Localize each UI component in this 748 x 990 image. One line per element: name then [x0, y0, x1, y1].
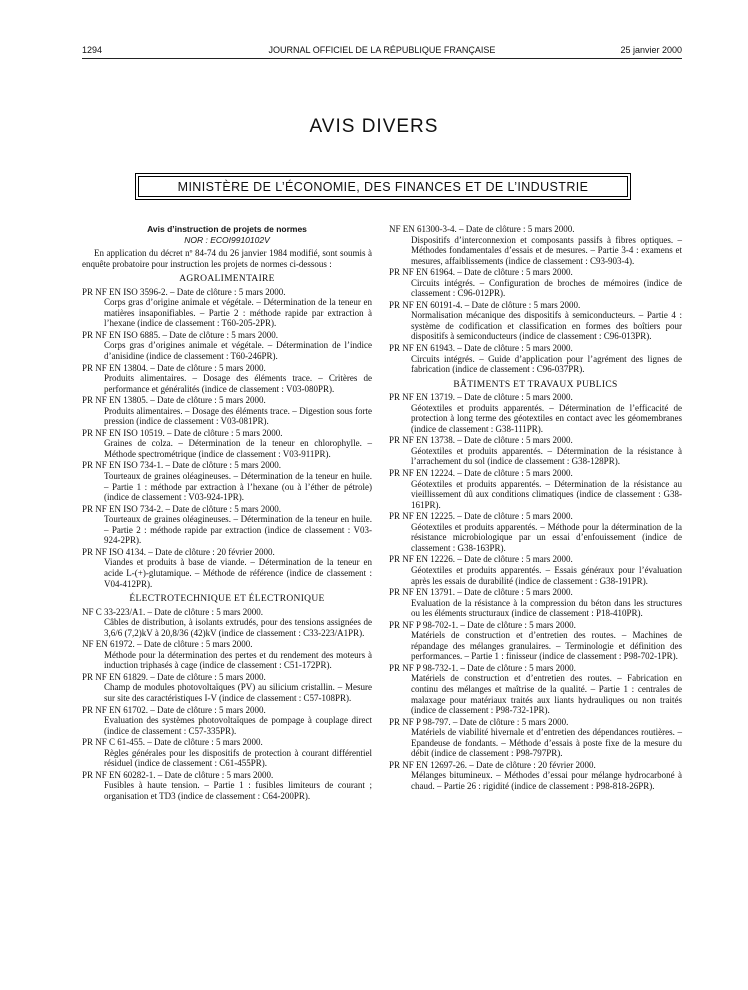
norm-reference: PR NF EN 12226. – Date de clôture : 5 mars 2000. — [389, 554, 573, 565]
norm-entry — [389, 554, 682, 586]
norm-description: Evaluation des systèmes photovoltaïques de pompage à couplage direct (indice de classement : C57-335PR). — [104, 715, 372, 736]
norm-entry — [389, 343, 682, 375]
norm-reference: PR NF P 98-732-1. – Date de clôture : 5 mars 2000. — [389, 662, 576, 673]
norm-entry — [82, 395, 372, 427]
page-number: 1294 — [82, 45, 103, 55]
norm-description: Produits alimentaires. – Dosage des éléments trace. – Critères de performance et généralités (indice de classement : V03-080PR). — [104, 373, 372, 394]
norm-reference: PR NF EN 12225. – Date de clôture : 5 mars 2000. — [389, 511, 573, 522]
norm-reference: PR NF P 98-702-1. – Date de clôture : 5 mars 2000. — [389, 619, 576, 630]
norm-reference: PR NF C 61-455. – Date de clôture : 5 mars 2000. — [82, 737, 263, 748]
norm-reference: PR NF EN ISO 6885. – Date de clôture : 5 mars 2000. — [82, 329, 278, 340]
avis-title: Avis d’instruction de projets de normes — [147, 224, 307, 234]
norm-reference: PR NF EN ISO 734-2. – Date de clôture : 5 mars 2000. — [82, 503, 281, 514]
section-heading: AGROALIMENTAIRE — [179, 274, 275, 285]
norm-description: Matériels de construction et d’entretien des routes. – Machines de répandage des mélanges granulaires. – Terminologie et définition des performances. – Partie 1 : finisseur (indice de classement : P98-702-1PR). — [411, 630, 682, 662]
norm-entry — [82, 547, 372, 589]
norm-description: Câbles de distribution, à isolants extrudés, pour des tensions assignées de 3,6/6 (7,2)kV à 20,8/36 (42)kV (indice de classement : C33-223/A1PR). — [104, 617, 372, 638]
section-heading: BÂTIMENTS ET TRAVAUX PUBLICS — [453, 379, 618, 390]
norm-description: Tourteaux de graines oléagineuses. – Détermination de la teneur en huile. – Partie 2 : méthode rapide par extraction (indice de classement : V03-924-2PR). — [104, 514, 372, 546]
norm-entry — [82, 504, 372, 546]
norm-entry — [82, 287, 372, 329]
norm-reference: NF EN 61300-3-4. – Date de clôture : 5 mars 2000. — [389, 224, 575, 234]
norm-entry — [389, 620, 682, 662]
norm-reference: PR NF EN 12697-26. – Date de clôture : 20 février 2000. — [389, 759, 596, 770]
norm-entry — [82, 363, 372, 395]
norm-reference: PR NF EN 60282-1. – Date de clôture : 5 mars 2000. — [82, 769, 274, 780]
norm-reference: PR NF EN 61943. – Date de clôture : 5 mars 2000. — [389, 343, 573, 354]
norm-entry — [389, 267, 682, 299]
norm-reference: NF EN 61972. – Date de clôture : 5 mars 2000. — [82, 639, 253, 650]
norm-entry — [389, 224, 682, 266]
norm-entry — [82, 330, 372, 362]
norm-description: Evaluation de la résistance à la compression du béton dans les structures ou les éléments structuraux (indice de classement : P18-410PR). — [411, 597, 682, 619]
norm-entry — [389, 511, 682, 553]
norm-description: Dispositifs d’interconnexion et composants passifs à fibres optiques. – Méthodes fondamentales d’essais et de mesures. – Partie 3-4 : examens et mesures, affaiblissements (indice de classement : C93-903-4). — [411, 234, 682, 266]
norm-description: Géotextiles et produits apparentés. – Détermination de la résistance au vieillissement dû aux conditions climatiques (indice de classement : G38-161PR). — [411, 478, 682, 510]
norm-description: Corps gras d’origines animale et végétale. – Détermination de l’indice d’anisidine (indice de classement : T60-246PR). — [104, 340, 372, 362]
norm-description: Normalisation mécanique des dispositifs à semiconducteurs. – Partie 4 : système de codification et classification en formes des boîtiers pour dispositifs à semiconducteurs (indice de classement : C96-013PR). — [411, 310, 682, 342]
norm-reference: PR NF EN 12224. – Date de clôture : 5 mars 2000. — [389, 468, 573, 479]
norm-entry — [389, 760, 682, 792]
norm-description: Matériels de construction et d’entretien des routes. – Fabrication en continu des mélanges et maîtrise de la qualité. – Partie 1 : centrales de malaxage pour matériaux traités aux liants hydrauliques ou non traités (indice de classement : P98-732-1PR). — [411, 673, 682, 716]
norm-reference: PR NF EN 13804. – Date de clôture : 5 mars 2000. — [82, 362, 266, 373]
norm-reference: PR NF EN 13791. – Date de clôture : 5 mars 2000. — [389, 587, 573, 598]
norm-entry — [82, 460, 372, 502]
section-title: AVIS DIVERS — [309, 116, 439, 137]
norm-entry — [82, 639, 372, 671]
norm-reference: NF C 33-223/A1. – Date de clôture : 5 mars 2000. — [82, 606, 263, 617]
norm-reference: PR NF EN ISO 734-1. – Date de clôture : 5 mars 2000. — [82, 460, 281, 471]
nor-reference: NOR : ECOI9910102V — [184, 234, 270, 245]
norm-entry — [389, 587, 682, 619]
section-heading: ÉLECTROTECHNIQUE ET ÉLECTRONIQUE — [129, 594, 325, 605]
ministry-name: MINISTÈRE DE L’ÉCONOMIE, DES FINANCES ET DE L’INDUSTRIE — [138, 176, 628, 197]
left-sections — [82, 274, 372, 801]
norm-description: Géotextiles et produits apparentés. – Essais généraux pour l’évaluation après les essais de durabilité (indice de classement : G38-191PR). — [411, 564, 682, 586]
norm-entry — [389, 435, 682, 467]
norm-entry — [82, 770, 372, 802]
norm-description: Géotextiles et produits apparentés. – Méthode pour la détermination de la résistance microbiologique par un essai d’enfouissement (indice de classement : G38-163PR). — [411, 521, 682, 553]
norm-description: Géotextiles et produits apparentés. – Détermination de l’efficacité de protection à long terme des géotextiles en contact avec les géomembranes (indice de classement : G38-111PR). — [411, 402, 682, 434]
norm-description: Circuits intégrés. – Guide d’application pour l’agrément des lignes de fabrication (indice de classement : C96-037PR). — [411, 353, 682, 375]
norm-entry — [82, 428, 372, 460]
norm-reference: PR NF EN 61964. – Date de clôture : 5 mars 2000. — [389, 267, 573, 278]
norm-description: Viandes et produits à base de viande. – Détermination de la teneur en acide L-(+)-glutamique. – Méthode de référence (indice de classement : V04-412PR). — [104, 557, 372, 589]
norm-entry — [389, 663, 682, 716]
norm-reference: PR NF EN 13805. – Date de clôture : 5 mars 2000. — [82, 395, 266, 406]
norm-entry — [389, 468, 682, 510]
norm-description: Tourteaux de graines oléagineuses. – Détermination de la teneur en huile. – Partie 1 : méthode par extraction à l’hexane (ou à l’éther de pétrole) (indice de classement : V03-924-1PR). — [104, 471, 372, 503]
norm-reference: PR NF EN ISO 10519. – Date de clôture : 5 mars 2000. — [82, 427, 283, 438]
norm-reference: PR NF EN 61702. – Date de clôture : 5 mars 2000. — [82, 704, 266, 715]
norm-reference: PR NF ISO 4134. – Date de clôture : 20 février 2000. — [82, 546, 275, 557]
norm-reference: PR NF P 98-797. – Date de clôture : 5 mars 2000. — [389, 716, 569, 727]
norm-entry — [82, 737, 372, 769]
norm-description: Graines de colza. – Détermination de la teneur en chlorophylle. – Méthode spectrométrique (indice de classement : V03-911PR). — [104, 438, 372, 459]
ministry-box — [135, 173, 631, 200]
norm-description: Mélanges bitumineux. – Méthodes d’essai pour mélange hydrocarboné à chaud. – Partie 26 : rigidité (indice de classement : P98-818-26PR). — [411, 770, 682, 791]
left-column — [82, 224, 372, 802]
norm-reference: PR NF EN 13738. – Date de clôture : 5 mars 2000. — [389, 435, 573, 446]
norm-description: Méthode pour la détermination des pertes et du rendement des moteurs à induction triphasés à cage (indice de classement : C51-172PR). — [104, 649, 372, 671]
norm-entry — [82, 672, 372, 704]
norm-description: Fusibles à haute tension. – Partie 1 : fusibles limiteurs de courant ; organisation et TD3 (indice de classement : C64-200PR). — [104, 780, 372, 801]
right-sections — [389, 224, 682, 791]
norm-description: Règles générales pour les dispositifs de protection à courant différentiel résiduel (indice de classement : C61-455PR). — [104, 747, 372, 769]
norm-reference: PR NF EN 60191-4. – Date de clôture : 5 mars 2000. — [389, 299, 581, 310]
norm-description: Produits alimentaires. – Dosage des éléments trace. – Digestion sous forte pression (indice de classement : V03-081PR). — [104, 405, 372, 427]
norm-description: Corps gras d’origine animale et végétale. – Détermination de la teneur en matières insaponifiables. – Partie 2 : méthode rapide par extraction à l’hexane (indice de classement : T60-205-2PR). — [104, 297, 372, 329]
journal-title: JOURNAL OFFICIEL DE LA RÉPUBLIQUE FRANÇAISE — [268, 45, 496, 55]
norm-entry — [82, 705, 372, 737]
norm-entry — [82, 607, 372, 639]
norm-entry — [389, 392, 682, 434]
norm-entry — [389, 717, 682, 759]
norm-description: Circuits intégrés. – Configuration de broches de mémoires (indice de classement : C96-012PR). — [411, 277, 682, 299]
intro-paragraph: En application du décret nº 84-74 du 26 janvier 1984 modifié, sont soumis à enquête probatoire pour instruction les projets de normes ci-dessous : — [82, 248, 372, 269]
right-column — [389, 224, 682, 792]
header-rule — [82, 58, 682, 59]
norm-description: Matériels de viabilité hivernale et d’entretien des dépendances routières. – Epandeuse de fondants. – Méthode d’essais à poste fixe de la mesure du débit (indice de classement : P98-797PR). — [411, 727, 682, 759]
norm-reference: PR NF EN ISO 3596-2. – Date de clôture : 5 mars 2000. — [82, 286, 286, 297]
norm-description: Géotextiles et produits apparentés. – Détermination de la résistance à l’arrachement du sol (indice de classement : G38-128PR). — [411, 445, 682, 467]
norm-entry — [389, 300, 682, 342]
norm-reference: PR NF EN 61829. – Date de clôture : 5 mars 2000. — [82, 671, 266, 682]
norm-description: Champ de modules photovoltaïques (PV) au silicium cristallin. – Mesure sur site des caractéristiques I-V (indice de classement : C57-108PR). — [104, 682, 372, 703]
issue-date: 25 janvier 2000 — [620, 45, 682, 55]
norm-reference: PR NF EN 13719. – Date de clôture : 5 mars 2000. — [389, 392, 573, 403]
